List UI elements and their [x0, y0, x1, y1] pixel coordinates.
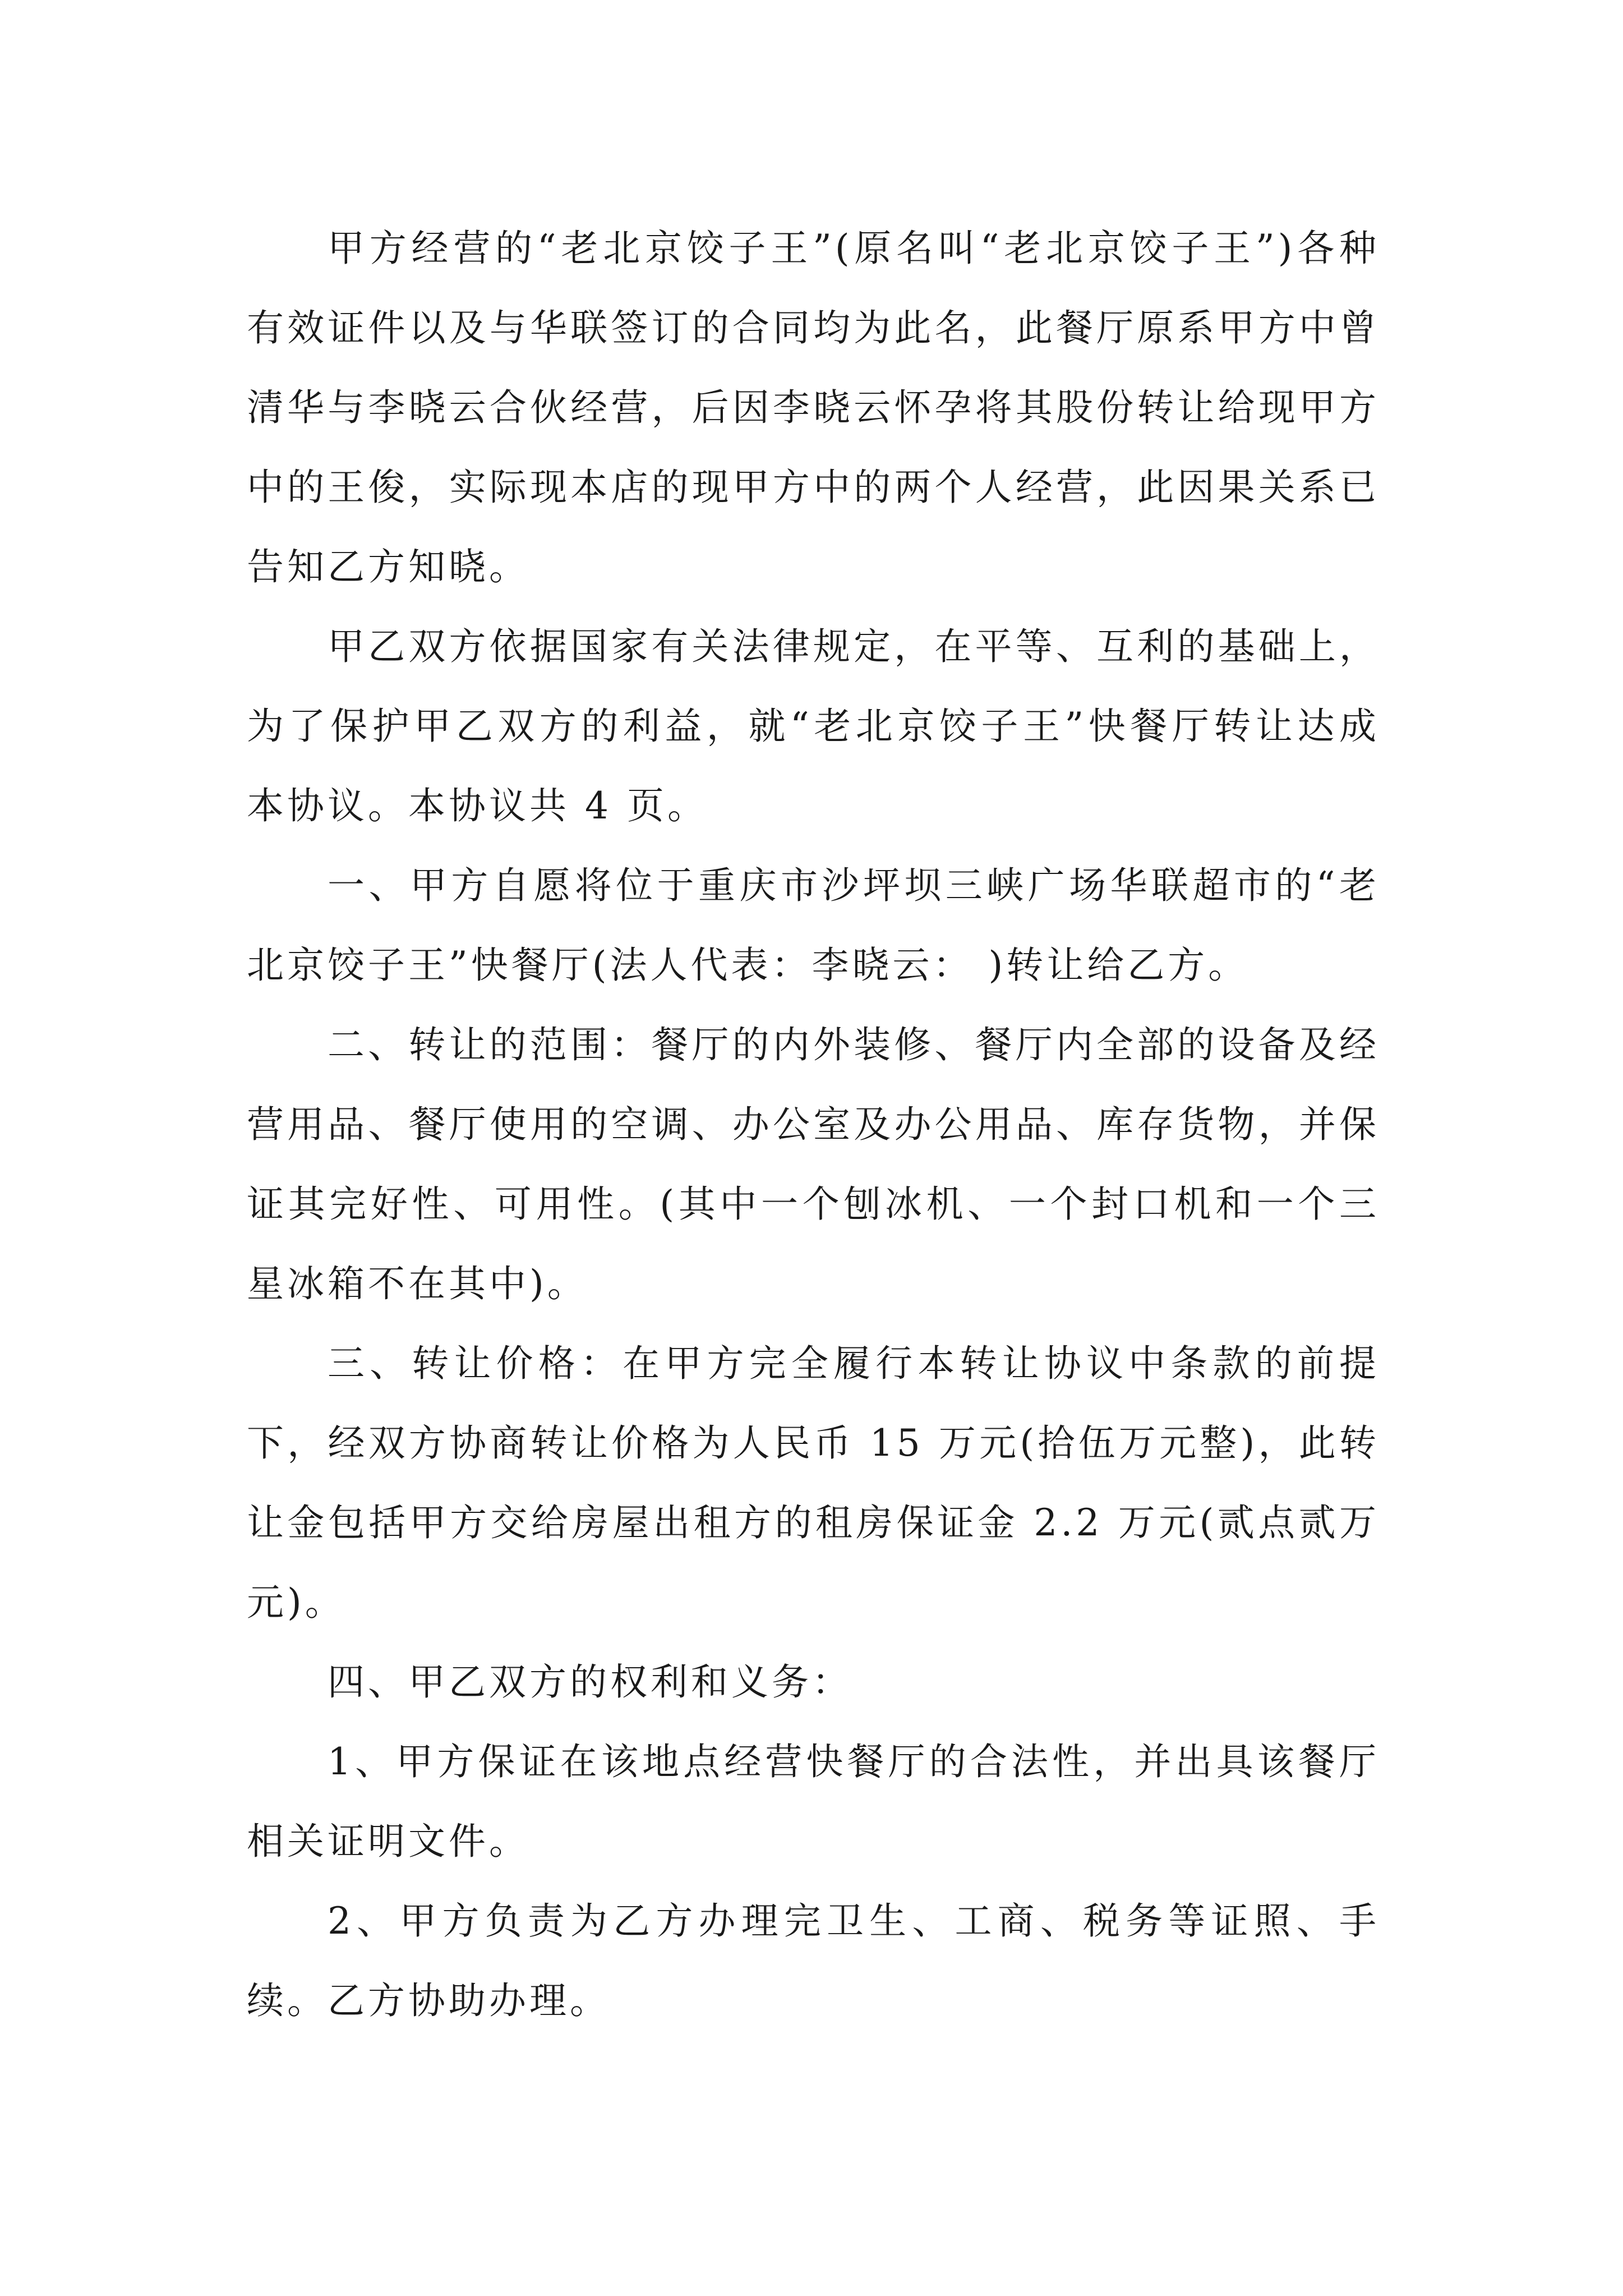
paragraph-clause-4-item-2: 2、甲方负责为乙方办理完卫生、工商、税务等证照、手续。乙方协助办理。 [247, 1899, 1380, 2022]
paragraph-clause-1-transfer: 一、甲方自愿将位于重庆市沙坪坝三峡广场华联超市的“老北京饺子王”快餐厅(法人代表：李晓云： )转让给乙方。 [247, 864, 1380, 987]
paragraph-background: 甲方经营的“老北京饺子王”(原名叫“老北京饺子王”)各种有效证件以及与华联签订的合同均为此名，此餐厅原系甲方中曾清华与李晓云合伙经营，后因李晓云怀孕将其股份转让给现甲方中的王俊，实际现本店的现甲方中的两个人经营，此因果关系已告知乙方知晓。 [247, 227, 1380, 588]
paragraph-clause-3-price: 三、转让价格：在甲方完全履行本转让协议中条款的前提下，经双方协商转让价格为人民币 15 万元(拾伍万元整)，此转让金包括甲方交给房屋出租方的租房保证金 2.2 万元(贰点贰万元)。 [247, 1342, 1380, 1624]
paragraph-clause-4-item-1: 1、甲方保证在该地点经营快餐厅的合法性，并出具该餐厅相关证明文件。 [247, 1740, 1380, 1863]
paragraph-clause-4-heading: 四、甲乙双方的权利和义务： [328, 1660, 852, 1704]
paragraph-agreement-basis: 甲乙双方依据国家有关法律规定，在平等、互利的基础上，为了保护甲乙双方的利益，就“老北京饺子王”快餐厅转让达成本协议。本协议共 4 页。 [247, 625, 1380, 827]
paragraph-clause-2-scope: 二、转让的范围：餐厅的内外装修、餐厅内全部的设备及经营用品、餐厅使用的空调、办公室及办公用品、库存货物，并保证其完好性、可用性。(其中一个刨冰机、一个封口机和一个三星冰箱不在其中)。 [247, 1023, 1380, 1305]
document-body [247, 209, 1380, 2041]
